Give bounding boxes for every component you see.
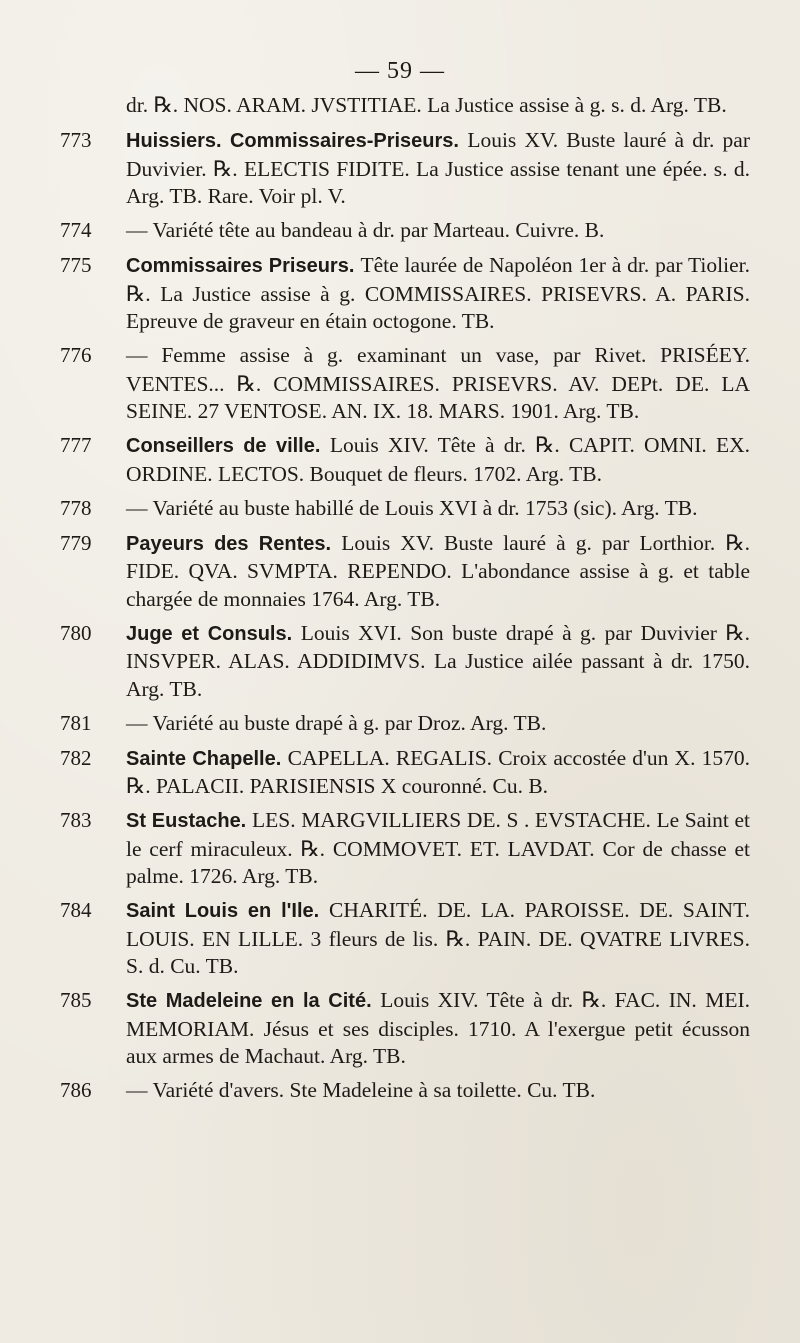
entry-number: 775 [60, 253, 92, 277]
catalog-entry [60, 342, 750, 426]
catalog-entry [60, 745, 750, 801]
entry-text: Tête laurée de Napoléon 1er à dr. par Tiolier. ℞. La Justice assise à g. COMMISSAIRES. PRISEVRS. A. PARIS. Epreuve de graveur en étain octogone. TB. [126, 253, 750, 333]
entry-title: Huissiers. Commissaires-Priseurs. [126, 130, 468, 152]
catalog-entry [60, 432, 750, 488]
entry-number: 779 [60, 530, 92, 555]
catalog-entry [60, 620, 750, 704]
entry-text: — Variété tête au bandeau à dr. par Marteau. Cuivre. B. [126, 218, 605, 242]
entry-title: Juge et Consuls. [126, 622, 301, 645]
catalog-entry [60, 127, 750, 211]
entry-text: Louis XV. Buste lauré à g. par Lorthior. ℞. FIDE. QVA. SVMPTA. REPENDO. L'abondance assise à g. et table chargée de monnaies 1764. Arg. TB. [126, 530, 750, 611]
entry-number: 782 [60, 745, 92, 770]
entry-number: 780 [60, 620, 92, 645]
catalog-entry [60, 217, 750, 246]
entry-text: LES. MARGVILLIERS DE. S . EVSTACHE. Le Saint et le cerf miraculeux. ℞. COMMOVET. ET. LAVDAT. Cor de chasse et palme. 1726. Arg. TB. [126, 808, 750, 888]
catalog-entry [60, 92, 750, 121]
entry-title: Ste Madeleine en la Cité. [126, 990, 381, 1012]
entry-text: — Variété au buste drapé à g. par Droz. Arg. TB. [126, 710, 547, 735]
page-number: — 59 — [355, 58, 445, 84]
entry-number: 781 [60, 710, 92, 735]
entry-title: Sainte Chapelle. [126, 747, 288, 770]
entry-number: 783 [60, 808, 92, 832]
catalog-entry [60, 252, 750, 336]
entry-text: Louis XIV. Tête à dr. ℞. FAC. IN. MEI. MEMORIAM. Jésus et ses disciples. 1710. A l'exergue petit écusson aux armes de Machaut. Arg. TB. [126, 988, 750, 1068]
catalog-entry [60, 1077, 750, 1106]
entry-number: 774 [60, 218, 92, 242]
entry-text: CAPELLA. REGALIS. Croix accostée d'un X. 1570. ℞. PALACII. PARISIENSIS X couronné. Cu. B. [126, 745, 750, 798]
entry-number: 778 [60, 495, 92, 520]
catalog-entry [60, 987, 750, 1071]
catalog-entries [60, 92, 750, 1112]
entry-title: Commissaires Priseurs. [126, 255, 361, 277]
entry-number: 784 [60, 898, 92, 922]
entry-text: dr. ℞. NOS. ARAM. JVSTITIAE. La Justice assise à g. s. d. Arg. TB. [126, 93, 727, 117]
catalog-entry [60, 807, 750, 891]
entry-text: Louis XVI. Son buste drapé à g. par Duvivier ℞. INSVPER. ALAS. ADDIDIMVS. La Justice ailée passant à dr. 1750. Arg. TB. [126, 620, 750, 701]
entry-text: Louis XIV. Tête à dr. ℞. CAPIT. OMNI. EX. ORDINE. LECTOS. Bouquet de fleurs. 1702. Arg. TB. [126, 433, 750, 486]
catalog-entry [60, 897, 750, 981]
entry-text: CHARITÉ. DE. LA. PAROISSE. DE. SAINT. LOUIS. EN LILLE. 3 fleurs de lis. ℞. PAIN. DE. QVATRE LIVRES. S. d. Cu. TB. [126, 898, 750, 978]
entry-number: 773 [60, 128, 92, 152]
entry-title: Conseillers de ville. [126, 435, 330, 457]
entry-text: — Variété d'avers. Ste Madeleine à sa toilette. Cu. TB. [126, 1078, 596, 1102]
entry-text: — Variété au buste habillé de Louis XVI à dr. 1753 (sic). Arg. TB. [126, 495, 698, 520]
entry-text: Louis XV. Buste lauré à dr. par Duvivier. ℞. ELECTIS FIDITE. La Justice assise tenant une épée. s. d. Arg. TB. Rare. Voir pl. V. [126, 128, 750, 208]
catalog-entry [60, 495, 750, 524]
entry-title: Payeurs des Rentes. [126, 532, 342, 555]
entry-number: 776 [60, 343, 92, 367]
entry-title: Saint Louis en l'Ile. [126, 900, 330, 922]
catalog-entry [60, 530, 750, 614]
catalog-entry [60, 710, 750, 739]
entry-number: 777 [60, 433, 92, 457]
entry-text: — Femme assise à g. examinant un vase, par Rivet. PRISÉEY. VENTES... ℞. COMMISSAIRES. PRISEVRS. AV. DEPt. DE. LA SEINE. 27 VENTOSE. AN. IX. 18. MARS. 1901. Arg. TB. [126, 343, 750, 423]
entry-number: 785 [60, 988, 92, 1012]
entry-title: St Eustache. [126, 810, 253, 832]
entry-number: 786 [60, 1078, 92, 1102]
